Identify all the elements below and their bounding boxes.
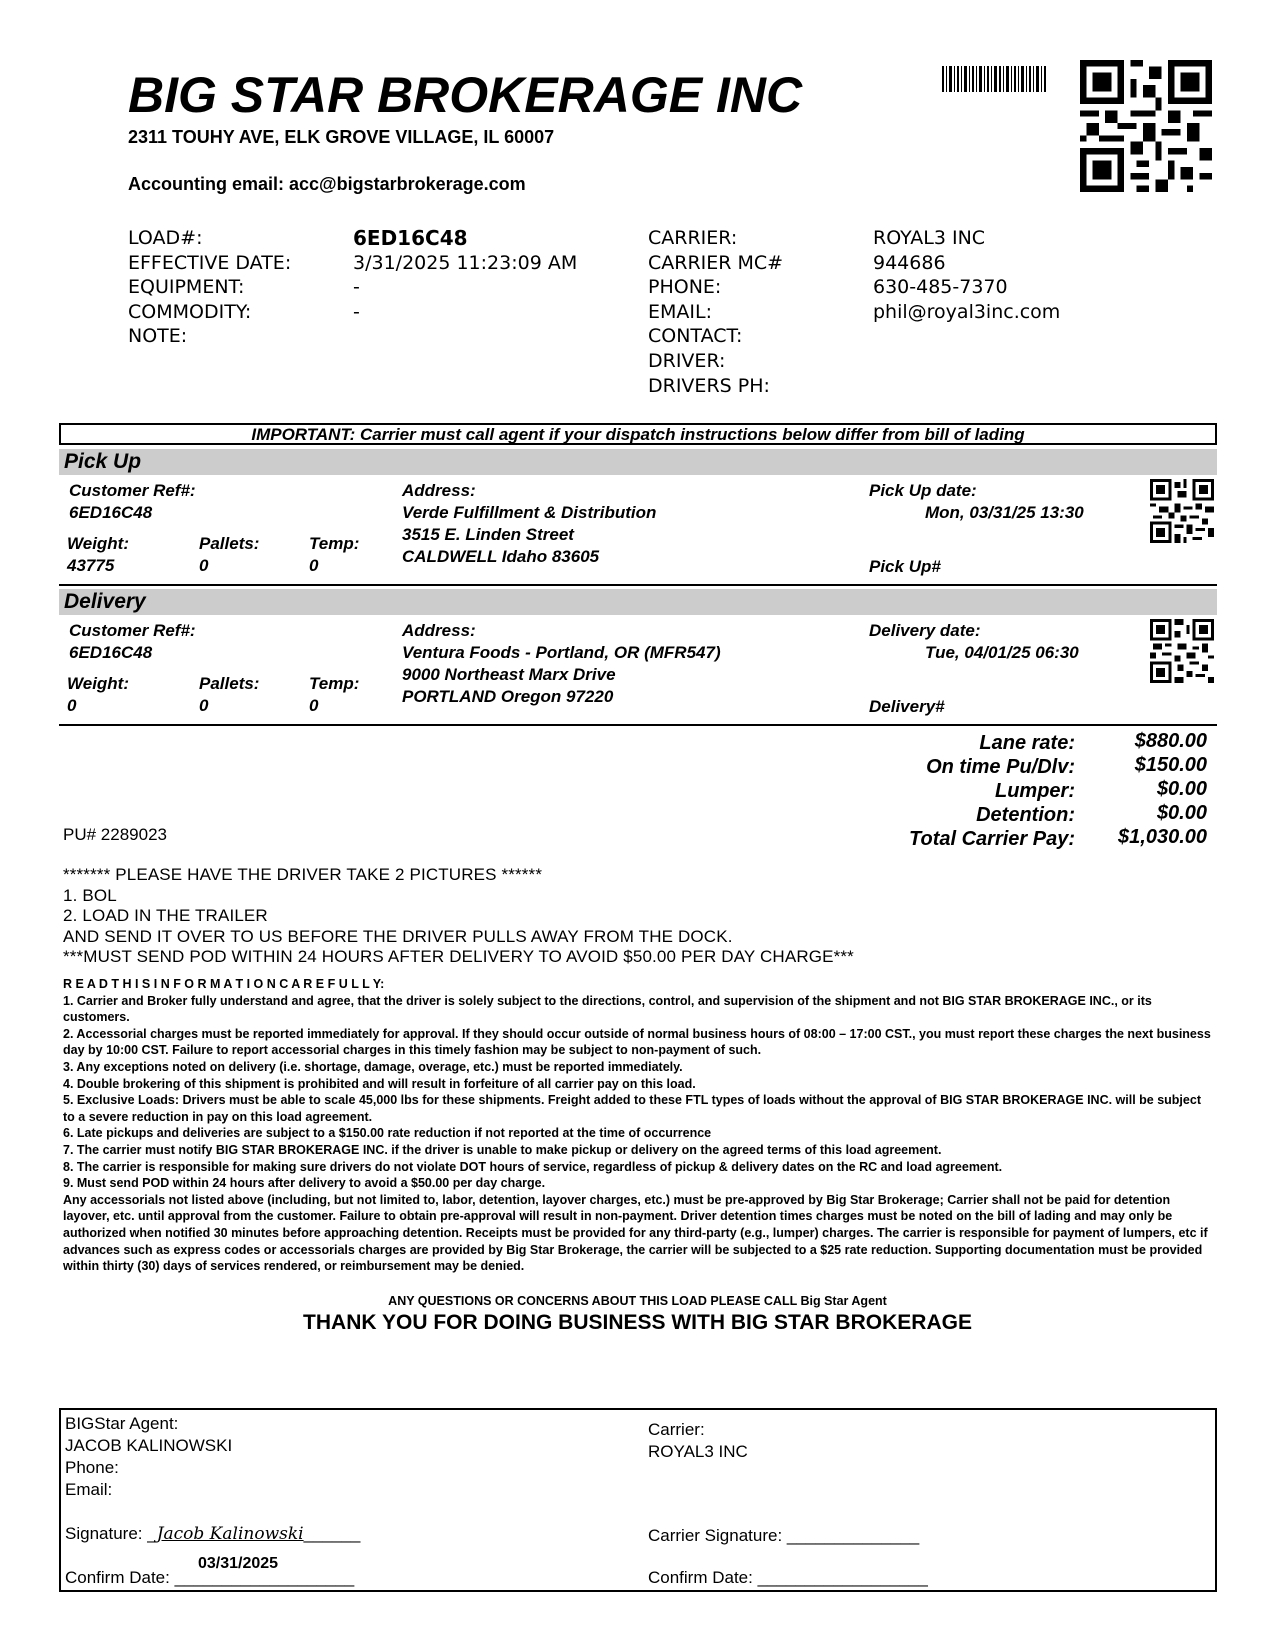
pickup-weight-label: Weight: (67, 534, 130, 553)
term-item: Any accessorials not listed above (including, but not limited to, labor, detention, layover charges, etc.) must be pre-approved by Big Star Brokerage; Carrier shall not be paid for detention layover, etc. until approval from the customer. Failure to obtain pre-approval will result in non-payment. Driver detention times charges must be noted on the bill of lading and may only be authorized when notified 30 minutes before approaching detention. Receipts must be provided for any third-party (e.g., lumper) charges. The carrier is responsible for payment of lumpers, etc if advances such as express codes or accessorials charges are provided by Big Star Brokerage, the carrier will be subjected to a $25 rate reduction. Supporting documentation must be provided within thirty (30) days of services rendered, or reimbursement may be denied. (63, 1192, 1208, 1274)
carrier-block (648, 1419, 748, 1463)
term-item: 6. Late pickups and deliveries are subject to a $150.00 rate reduction if not reported at the time of occurrence (63, 1126, 712, 1141)
delivery-header (59, 589, 1217, 615)
pickup-address-line: 3515 E. Linden Street (402, 525, 574, 544)
detention-value: $0.00 (1156, 802, 1207, 824)
effective-date-label: EFFECTIVE DATE: (128, 251, 292, 274)
carrier-signature-line: Carrier Signature: ______________ (648, 1526, 920, 1545)
delivery-temp-label: Temp: (309, 674, 360, 693)
equipment-label: EQUIPMENT: (128, 276, 245, 299)
carrier-phone: 630-485-7370 (873, 276, 1008, 299)
pickup-date: Mon, 03/31/25 13:30 (925, 503, 1084, 522)
load-info-values (353, 226, 577, 324)
pickup-pallets: 0 (199, 556, 209, 575)
lumper-value: $0.00 (1156, 778, 1207, 800)
pu-number: PU# 2289023 (63, 825, 167, 844)
term-item: 8. The carrier is responsible for making sure drivers do not violate DOT hours of service, regardless of pickup & delivery dates on the RC and load agreement. (63, 1159, 1003, 1174)
carrier-label: CARRIER: (648, 227, 738, 249)
delivery-weight: 0 (67, 696, 77, 715)
carrier-confirm-date-line: Confirm Date: __________________ (648, 1568, 928, 1587)
note-line: 1. BOL (63, 885, 117, 905)
pickup-weight: 43775 (67, 556, 115, 575)
delivery-address-line: 9000 Northeast Marx Drive (402, 665, 616, 684)
lane-rate-label: Lane rate: (979, 732, 1075, 754)
delivery-weight-label: Weight: (67, 674, 130, 693)
carrier-mc-label: CARRIER MC# (648, 251, 784, 274)
terms-heading: R E A D T H I S I N F O R M A T I O N C A R E F U L L Y: (63, 977, 385, 991)
accounting-email: Accounting email: acc@bigstarbrokerage.com (128, 174, 526, 194)
delivery-address-line: PORTLAND Oregon 97220 (402, 687, 614, 706)
delivery-date-label: Delivery date: (869, 621, 981, 640)
terms-section (63, 976, 1213, 1275)
pickup-number-label: Pick Up# (869, 557, 941, 576)
term-item: 4. Double brokering of this shipment is prohibited and will result in forfeiture of all carrier pay on this load. (63, 1076, 696, 1091)
agent-block (65, 1413, 232, 1501)
pickup-date-label: Pick Up date: (869, 481, 977, 500)
signature-tail: ______ (303, 1524, 361, 1543)
signature-name: Jacob Kalinowski (156, 1524, 304, 1544)
term-item: 1. Carrier and Broker fully understand and agree, that the driver is solely subject to the directions, control, and supervision of the shipment and not BIG STAR BROKERAGE INC., or its customers. (63, 993, 1152, 1025)
commodity-value: - (353, 300, 360, 323)
note-label: NOTE: (128, 325, 188, 348)
note-line: ******* PLEASE HAVE THE DRIVER TAKE 2 PICTURES ****** (63, 865, 543, 884)
rate-values (1085, 729, 1207, 849)
term-item: 2. Accessorial charges must be reported immediately for approval. If they should occur outside of normal business hours of 08:00 – 17:00 CST., you must report these charges the next business day by 10:00 CST. Failure to report accessorial charges in this timely fashion may be subject to non-payment of such. (63, 1026, 1211, 1058)
load-number: 6ED16C48 (353, 226, 468, 250)
driver-label: DRIVER: (648, 349, 726, 372)
contact-label: CONTACT: (648, 325, 743, 348)
rate-labels (860, 731, 1075, 851)
driver-notes (63, 865, 854, 968)
delivery-customer-ref: 6ED16C48 (69, 643, 153, 662)
carrier-name: ROYAL3 INC (873, 227, 986, 249)
delivery-temp: 0 (309, 696, 319, 715)
pickup-address-line: Verde Fulfillment & Distribution (402, 503, 657, 522)
important-text: IMPORTANT: Carrier must call agent if your dispatch instructions below differ from bill of lading (251, 425, 1025, 444)
lumper-label: Lumper: (995, 780, 1075, 802)
term-item: 3. Any exceptions noted on delivery (i.e. shortage, damage, overage, etc.) must be reported immediately. (63, 1059, 683, 1074)
agent-phone-label: Phone: (65, 1458, 119, 1477)
delivery-date: Tue, 04/01/25 06:30 (925, 643, 1079, 662)
total-pay-label: Total Carrier Pay: (909, 828, 1075, 850)
term-item: 5. Exclusive Loads: Drivers must be able to scale 45,000 lbs for these shipments. Freight added to these FTL types of loads without the approval of BIG STAR BROKERAGE INC. will be subject to a severe reduction in pay on this load agreement. (63, 1093, 1201, 1124)
delivery-pallets-label: Pallets: (199, 674, 260, 693)
agent-name: JACOB KALINOWSKI (65, 1436, 233, 1455)
company-name: BIG STAR BROKERAGE INC (128, 67, 803, 123)
carrier-name-box: ROYAL3 INC (648, 1442, 748, 1461)
agent-email-label: Email: (65, 1480, 113, 1499)
qr-code-icon (1150, 479, 1214, 543)
note-line: AND SEND IT OVER TO US BEFORE THE DRIVER PULLS AWAY FROM THE DOCK. (63, 926, 733, 946)
carrier-info-labels (648, 226, 783, 398)
carrier-mc: 944686 (873, 251, 946, 274)
note-line: 2. LOAD IN THE TRAILER (63, 906, 268, 925)
delivery-pallets: 0 (199, 696, 209, 715)
agent-confirm-date-label: Confirm Date: ___________________ (65, 1568, 355, 1587)
barcode-icon (942, 66, 1046, 92)
company-address: 2311 TOUHY AVE, ELK GROVE VILLAGE, IL 60007 (128, 127, 555, 147)
term-item: 9. Must send POD within 24 hours after delivery to avoid a $50.00 per day charge. (63, 1176, 546, 1191)
carrier-info-values (873, 226, 1060, 324)
equipment-value: - (353, 276, 360, 299)
thank-you-line: THANK YOU FOR DOING BUSINESS WITH BIG STAR BROKERAGE (303, 1311, 972, 1334)
agent-signature (65, 1523, 360, 1545)
load-info-labels (128, 226, 291, 349)
agent-label: BIGStar Agent: (65, 1414, 179, 1433)
pickup-pallets-label: Pallets: (199, 534, 260, 553)
drivers-phone-label: DRIVERS PH: (648, 374, 770, 397)
pickup-header (59, 449, 1217, 475)
divider (59, 584, 1217, 586)
signature-label: Signature: _ (65, 1524, 157, 1543)
pickup-temp: 0 (309, 556, 319, 575)
on-time-label: On time Pu/Dlv: (926, 756, 1075, 778)
pickup-customer-ref-label: Customer Ref#: (69, 481, 196, 500)
lane-rate-value: $880.00 (1134, 730, 1207, 752)
on-time-value: $150.00 (1134, 754, 1207, 776)
delivery-address-line: Ventura Foods - Portland, OR (MFR547) (402, 643, 721, 662)
important-notice (59, 423, 1217, 445)
qr-code-icon (1080, 60, 1212, 192)
detention-label: Detention: (976, 804, 1075, 826)
pickup-title: Pick Up (64, 450, 142, 473)
delivery-address-label: Address: (402, 621, 476, 640)
pickup-address-line: CALDWELL Idaho 83605 (402, 547, 600, 566)
pickup-temp-label: Temp: (309, 534, 360, 553)
delivery-number-label: Delivery# (869, 697, 945, 716)
carrier-email: phil@royal3inc.com (873, 300, 1061, 323)
total-pay-value: $1,030.00 (1118, 826, 1207, 848)
effective-date: 3/31/2025 11:23:09 AM (353, 251, 578, 274)
term-item: 7. The carrier must notify BIG STAR BROKERAGE INC. if the driver is unable to make pickup or delivery on the agreed terms of this load agreement. (63, 1142, 942, 1157)
agent-confirm-date: 03/31/2025 (198, 1555, 279, 1572)
questions-line: ANY QUESTIONS OR CONCERNS ABOUT THIS LOAD PLEASE CALL Big Star Agent (388, 1294, 887, 1308)
email-label: EMAIL: (648, 300, 712, 323)
phone-label: PHONE: (648, 276, 722, 299)
load-label: LOAD#: (128, 227, 203, 249)
pickup-address-label: Address: (402, 481, 476, 500)
delivery-title: Delivery (64, 590, 146, 613)
qr-code-icon (1150, 619, 1214, 683)
commodity-label: COMMODITY: (128, 300, 252, 323)
divider (59, 724, 1217, 726)
pickup-customer-ref: 6ED16C48 (69, 503, 153, 522)
note-line: ***MUST SEND POD WITHIN 24 HOURS AFTER DELIVERY TO AVOID $50.00 PER DAY CHARGE*** (63, 947, 854, 966)
carrier-label-box: Carrier: (648, 1420, 705, 1439)
delivery-customer-ref-label: Customer Ref#: (69, 621, 196, 640)
